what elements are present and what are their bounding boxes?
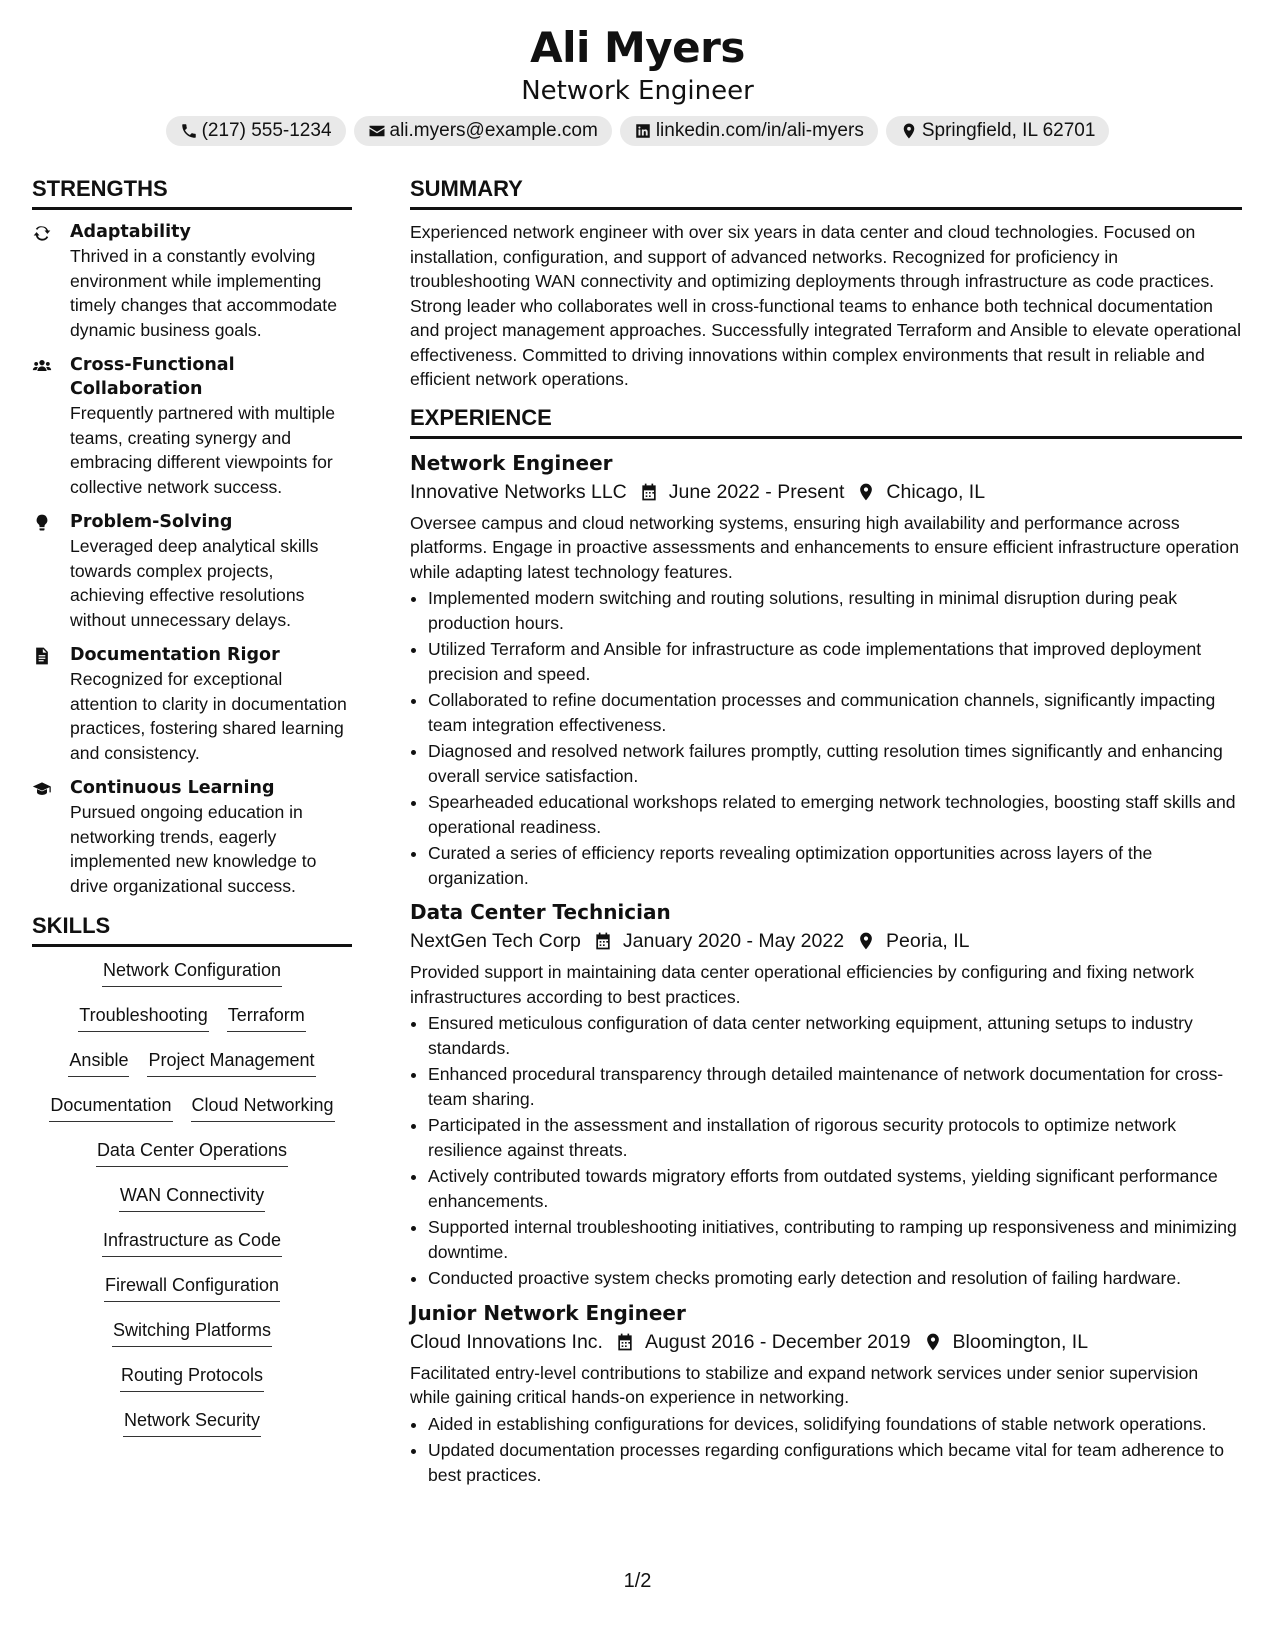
job-bullet: • Spearheaded educational workshops related to emerging network technologies, boosting staff skills and operational readiness. [428,790,1242,839]
job-description: Provided support in maintaining data center operational efficiencies by configuring and fixing network infrastructures according to best practices. [410,962,1195,1007]
strength-text: Frequently partnered with multiple teams, creating synergy and embracing different viewpoints for collective network success. [70,403,336,497]
skill-tag: Infrastructure as Code [102,1227,282,1257]
map-pin-icon [923,1332,943,1352]
map-pin-icon [900,122,918,140]
left-column [32,175,352,1452]
job-company: Cloud Innovations Inc. [410,1330,603,1353]
skill-tag: Ansible [68,1047,129,1077]
job-bullet: • Aided in establishing configurations for devices, solidifying foundations of stable network operations. [428,1412,1242,1437]
skills-heading: SKILLS [32,912,352,947]
job-bullet: • Implemented modern switching and routing solutions, resulting in minimal disruption during peak production hours. [428,586,1242,635]
job-location: Chicago, IL [886,480,986,503]
job-company: Innovative Networks LLC [410,480,627,503]
job-entry [410,1299,1242,1488]
contact-email-text: ali.myers@example.com [389,120,598,141]
job-location: Peoria, IL [886,930,970,952]
job-bullets [410,1011,1242,1291]
candidate-name: Ali Myers [530,23,745,72]
skills-list [32,957,352,1452]
job-title: Junior Network Engineer [410,1300,686,1325]
strength-item [32,643,352,765]
job-bullet: • Supported internal troubleshooting initiatives, contributing to ramping up responsiveness and minimizing downtime. [428,1215,1242,1264]
document-icon [32,646,52,666]
job-entry [410,898,1242,1291]
linkedin-icon [634,122,652,140]
job-bullet: • Actively contributed towards migratory efforts from outdated systems, yielding significant performance enhancements. [428,1164,1242,1213]
skill-tag: Troubleshooting [78,1002,208,1032]
strength-text: Thrived in a constantly evolving environment while implementing timely changes that accommodate dynamic business goals. [70,246,337,340]
contact-linkedin[interactable] [620,116,878,146]
strength-item [32,353,352,499]
job-bullet: • Ensured meticulous configuration of data center networking equipment, attuning setups to industry standards. [428,1011,1242,1060]
job-dates: June 2022 - Present [668,480,845,503]
strength-name: Cross-Functional Collaboration [70,355,235,399]
job-bullet: • Utilized Terraform and Ansible for infrastructure as code implementations that improved deployment precision and speed. [428,637,1242,686]
strength-item [32,220,352,342]
calendar-icon [639,482,659,502]
strength-name: Adaptability [70,222,191,242]
skill-tag: Firewall Configuration [104,1272,280,1302]
job-bullet: • Conducted proactive system checks promoting early detection and resolution of failing hardware. [428,1266,1242,1291]
strengths-heading: STRENGTHS [32,175,352,210]
skill-tag: Network Configuration [102,957,282,987]
job-description: Facilitated entry-level contributions to stabilize and expand network services under senior supervision while gaining critical hands-on experience in networking. [410,1362,1199,1407]
job-title: Network Engineer [410,450,613,475]
candidate-title: Network Engineer [521,76,754,106]
lightbulb-icon [32,513,52,533]
skill-tag: Documentation [49,1092,172,1122]
contact-phone-text: (217) 555-1234 [201,120,332,141]
contact-phone [166,116,346,146]
calendar-icon [593,931,613,951]
strength-text: Leveraged deep analytical skills towards complex projects, achieving effective resolutions without unnecessary delays. [70,536,319,630]
job-title: Data Center Technician [410,900,671,924]
map-pin-icon [856,482,876,502]
users-icon [32,356,52,376]
job-meta [410,1327,1242,1357]
job-bullet: • Curated a series of efficiency reports revealing optimization opportunities across layers of the organization. [428,841,1242,890]
job-dates: January 2020 - May 2022 [622,930,845,952]
skill-tag: Data Center Operations [96,1137,288,1167]
skill-tag: Terraform [227,1002,306,1032]
envelope-icon [368,122,386,140]
skill-tag: Project Management [147,1047,315,1077]
strength-name: Continuous Learning [70,778,275,798]
resume-header [0,0,1275,146]
job-entry [410,449,1242,891]
job-bullet: • Enhanced procedural transparency through detailed maintenance of network documentation for cross-team sharing. [428,1062,1242,1111]
contact-location [886,116,1110,146]
calendar-icon [615,1332,635,1352]
strength-name: Documentation Rigor [70,645,280,665]
phone-icon [180,122,198,140]
experience-heading: EXPERIENCE [410,404,1242,439]
job-bullet: • Updated documentation processes regarding configurations which became vital for team adherence to best practices. [428,1438,1242,1487]
job-location: Bloomington, IL [952,1330,1089,1353]
sync-icon [32,223,52,243]
strength-item [32,776,352,898]
skill-tag: Network Security [123,1407,261,1437]
skill-tag: Routing Protocols [120,1362,264,1392]
job-bullet: • Participated in the assessment and installation of rigorous security protocols to optimize network resilience against threats. [428,1113,1242,1162]
contact-bar [0,116,1275,146]
contact-linkedin-text: linkedin.com/in/ali-myers [655,120,864,141]
job-company: NextGen Tech Corp [410,930,581,952]
strength-item [32,510,352,632]
strength-text: Pursued ongoing education in networking trends, eagerly implemented new knowledge to drive organizational success. [70,802,317,896]
contact-location-text: Springfield, IL 62701 [921,120,1096,141]
strength-name: Problem-Solving [70,512,233,532]
graduation-cap-icon [32,779,52,799]
skill-tag: Switching Platforms [112,1317,272,1347]
strength-text: Recognized for exceptional attention to clarity in documentation practices, fostering shared learning and consistency. [70,669,347,763]
job-bullets [410,586,1242,890]
contact-email[interactable] [354,116,612,146]
skill-tag: Cloud Networking [191,1092,335,1122]
summary-heading: SUMMARY [410,175,1242,210]
job-description: Oversee campus and cloud networking systems, ensuring high availability and performance across platforms. Engage in proactive assessments and enhancements to ensure efficient infrastructure operation while adapting latest technology features. [410,512,1240,582]
job-dates: August 2016 - December 2019 [644,1330,911,1353]
job-bullet: • Collaborated to refine documentation processes and communication channels, significantly impacting team integration effectiveness. [428,688,1242,737]
job-bullets [410,1412,1242,1488]
right-column [410,175,1242,1495]
job-meta [410,926,1242,956]
job-bullet: • Diagnosed and resolved network failures promptly, cutting resolution times significantly and enhancing overall service satisfaction. [428,739,1242,788]
skill-tag: WAN Connectivity [119,1182,265,1212]
map-pin-icon [856,931,876,951]
job-meta [410,477,1242,507]
page-number: 1/2 [623,1570,652,1592]
summary-text: Experienced network engineer with over six years in data center and cloud technologies. Focused on installation, configuration, and support of advanced networks. Recognized for proficiency in troubleshooting WAN connectivity and optimizing deployments through infrastructure as code practices. Strong leader who collaborates well in cross-functional teams to enhance both technical documentation and project management approaches. Successfully integrated Terraform and Ansible to elevate operational effectiveness. Committed to driving innovations within complex environments that result in reliable and efficient network operations. [410,222,1241,389]
